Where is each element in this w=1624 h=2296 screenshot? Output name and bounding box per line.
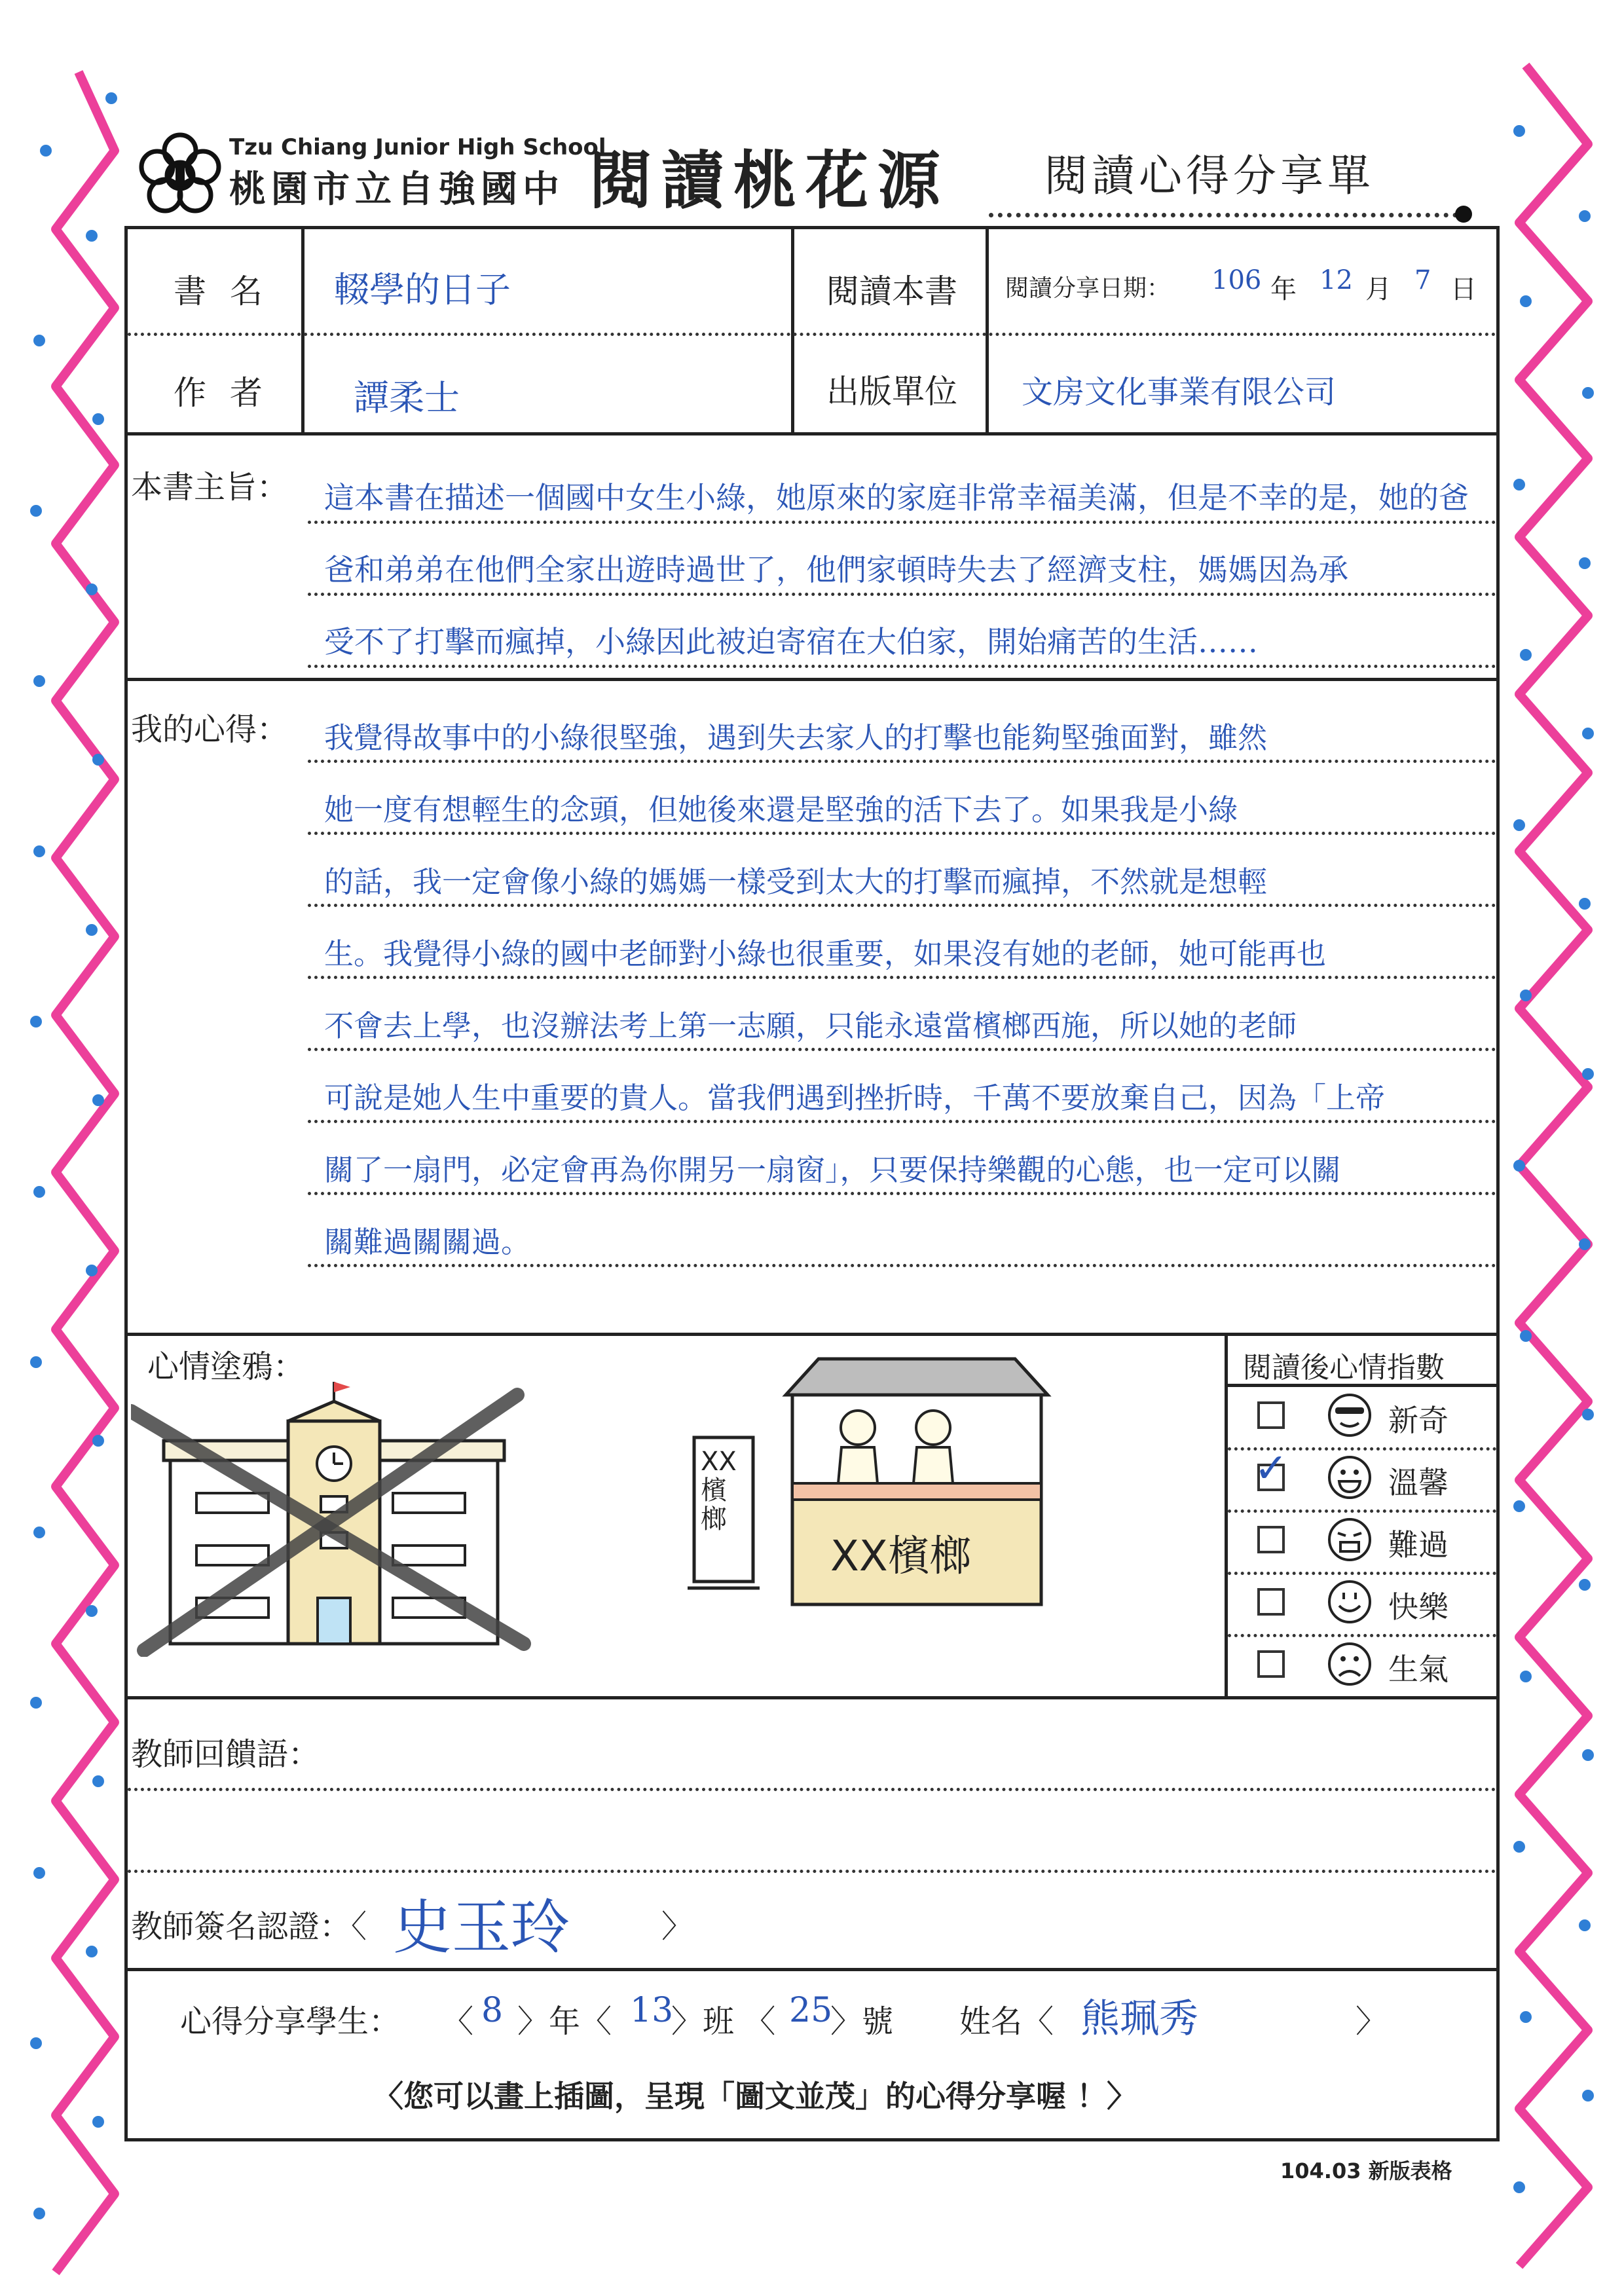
share-date-label: 閱讀分享日期： [1005, 275, 1171, 302]
theme-text [324, 462, 1496, 678]
betel-nut-stand-text: XX檳榔 [830, 1532, 972, 1581]
theme-label: 本書主旨： [131, 469, 289, 506]
share-date-month: 12 [1320, 265, 1353, 295]
reflection-rule [308, 1120, 1496, 1123]
subtitle-underline [989, 213, 1467, 217]
teacher-signature-label: 教師簽名認證：〈 [131, 1908, 367, 1945]
mood-row-rule [1228, 1509, 1496, 1513]
class-unit: 〉班 〈 [671, 2003, 776, 2040]
left-zigzag-border [0, 0, 144, 2296]
theme-line: 這本書在描述一個國中女生小綠，她原來的家庭非常幸福美滿，但是不幸的是，她的爸 [324, 480, 1469, 515]
name-close-bracket: 〉 [1356, 2003, 1388, 2040]
info-col-divider-2 [791, 226, 794, 435]
theme-bottom-line [124, 678, 1500, 681]
student-label: 心得分享學生： [180, 2003, 401, 2040]
reflection-line: 關了一扇門，必定會再為你開另一扇窗」，只要保持樂觀的心態，也一定可以關 [324, 1153, 1341, 1187]
book-name-label: 書 名 [174, 272, 269, 310]
publisher-label: 出版單位 [826, 373, 957, 411]
smile-face-icon [1326, 1578, 1373, 1625]
school-logo-icon [138, 131, 223, 216]
author-value: 譚柔士 [354, 377, 460, 418]
reflection-rule [308, 760, 1496, 763]
info-col-divider-3 [986, 226, 989, 435]
feedback-rule [128, 1788, 1496, 1791]
info-bottom-line [124, 432, 1500, 435]
mood-doodle-label: 心情塗鴉： [147, 1348, 305, 1385]
theme-line: 受不了打擊而瘋掉，小綠因此被迫寄宿在大伯家，開始痛苦的生活…… [324, 624, 1258, 659]
theme-rule [308, 593, 1496, 596]
mood-index-title: 閱讀後心情指數 [1243, 1351, 1445, 1384]
right-zigzag-border [1480, 0, 1624, 2296]
share-date-day: 7 [1414, 265, 1431, 295]
form-version: 104.03 新版表格 [1280, 2158, 1452, 2183]
page-title: 閱讀桃花源 [589, 143, 950, 217]
reflection-line: 生。我覺得小綠的國中老師對小綠也很重要，如果沒有她的老師，她可能再也 [324, 936, 1327, 971]
grin-face-icon [1326, 1454, 1373, 1501]
student-grade: 8 [481, 1991, 504, 2030]
read-book-label: 閱讀本書 [826, 272, 957, 310]
mood-index-title-line [1225, 1384, 1500, 1387]
author-label: 作 者 [174, 374, 269, 412]
illustration-note: 〈您可以畫上插圖，呈現「圖文並茂」的心得分享喔 ！〉 [373, 2079, 1137, 2114]
feedback-rule [128, 1870, 1496, 1873]
mood-label-happy: 快樂 [1388, 1589, 1449, 1625]
mood-label-novel: 新奇 [1388, 1403, 1449, 1438]
mood-label-sad: 難過 [1388, 1527, 1449, 1563]
share-date-year-unit: 年 [1270, 274, 1297, 305]
mood-check-mark: ✓ [1254, 1444, 1288, 1492]
teacher-signature-value: 史玉玲 [393, 1893, 570, 1962]
mood-label-angry: 生氣 [1388, 1652, 1449, 1687]
share-date-day-unit: 日 [1450, 274, 1477, 305]
reflection-line: 的話，我一定會像小綠的媽媽一樣受到太大的打擊而瘋掉，不然就是想輕 [324, 864, 1268, 899]
mood-index-divider [1225, 1333, 1228, 1699]
reflection-rule [308, 832, 1496, 835]
mood-row-rule [1228, 1634, 1496, 1637]
student-seat: 25 [789, 1991, 833, 2030]
theme-rule [308, 521, 1496, 524]
frown-face-icon [1326, 1640, 1373, 1688]
reflection-line: 我覺得故事中的小綠很堅強，遇到失去家人的打擊也能夠堅強面對，雖然 [324, 720, 1268, 755]
reflection-rule [308, 976, 1496, 979]
reflection-rule [308, 1048, 1496, 1051]
mood-label-warm: 溫馨 [1388, 1465, 1449, 1500]
teacher-bottom-line [124, 1968, 1500, 1971]
info-row-divider [128, 333, 1496, 336]
mood-checkbox-happy[interactable] [1257, 1588, 1285, 1616]
publisher-value: 文房文化事業有限公司 [1022, 374, 1337, 411]
student-class: 13 [630, 1991, 674, 2030]
mood-checkbox-angry[interactable] [1257, 1650, 1285, 1678]
crying-face-icon [1326, 1516, 1373, 1563]
reflection-line: 她一度有想輕生的念頭，但她後來還是堅強的活下去了。如果我是小綠 [324, 792, 1238, 827]
grade-open-bracket: 〈 [442, 2003, 474, 2040]
mood-checkbox-sad[interactable] [1257, 1526, 1285, 1553]
school-name-chinese: 桃園市立自強國中 [229, 168, 564, 211]
sunglasses-face-icon [1326, 1392, 1373, 1439]
school-name-english: Tzu Chiang Junior High School [229, 134, 606, 160]
form-subtitle: 閱讀心得分享單 [1044, 151, 1375, 201]
share-date-month-unit: 月 [1365, 274, 1392, 305]
reflection-line: 可說是她人生中重要的貴人。當我們遇到挫折時，千萬不要放棄自己，因為「上帝 [324, 1081, 1386, 1115]
theme-rule [308, 665, 1496, 668]
reflection-line: 關難過關關過。 [324, 1225, 531, 1259]
reflection-bottom-line [124, 1333, 1500, 1336]
book-name-value: 輟學的日子 [334, 269, 511, 310]
reflection-rule [308, 1264, 1496, 1267]
grade-unit: 〉年〈 [517, 2003, 612, 2040]
seat-unit: 〉號 [830, 2003, 894, 2040]
teacher-signature-close: 〉 [661, 1908, 693, 1945]
info-col-divider-1 [301, 226, 304, 435]
mood-bottom-line [124, 1696, 1500, 1699]
student-name: 熊珮秀 [1080, 1996, 1198, 2042]
school-building-drawing [131, 1382, 537, 1657]
theme-line: 爸和弟弟在他們全家出遊時過世了，他們家頓時失去了經濟支柱，媽媽因為承 [324, 552, 1348, 587]
mood-row-rule [1228, 1572, 1496, 1575]
reflection-rule [308, 1192, 1496, 1195]
reflection-rule [308, 904, 1496, 907]
reflection-label: 我的心得： [131, 711, 289, 748]
name-label: 姓名〈 [959, 2003, 1054, 2040]
teacher-feedback-label: 教師回饋語： [131, 1736, 320, 1773]
betel-nut-sign-text: XX檳榔 [701, 1447, 737, 1534]
share-date-year: 106 [1211, 265, 1262, 295]
underline-dot [1455, 206, 1472, 223]
reflection-line: 不會去上學，也沒辦法考上第一志願，只能永遠當檳榔西施，所以她的老師 [324, 1009, 1297, 1043]
mood-checkbox-novel[interactable] [1257, 1401, 1285, 1429]
